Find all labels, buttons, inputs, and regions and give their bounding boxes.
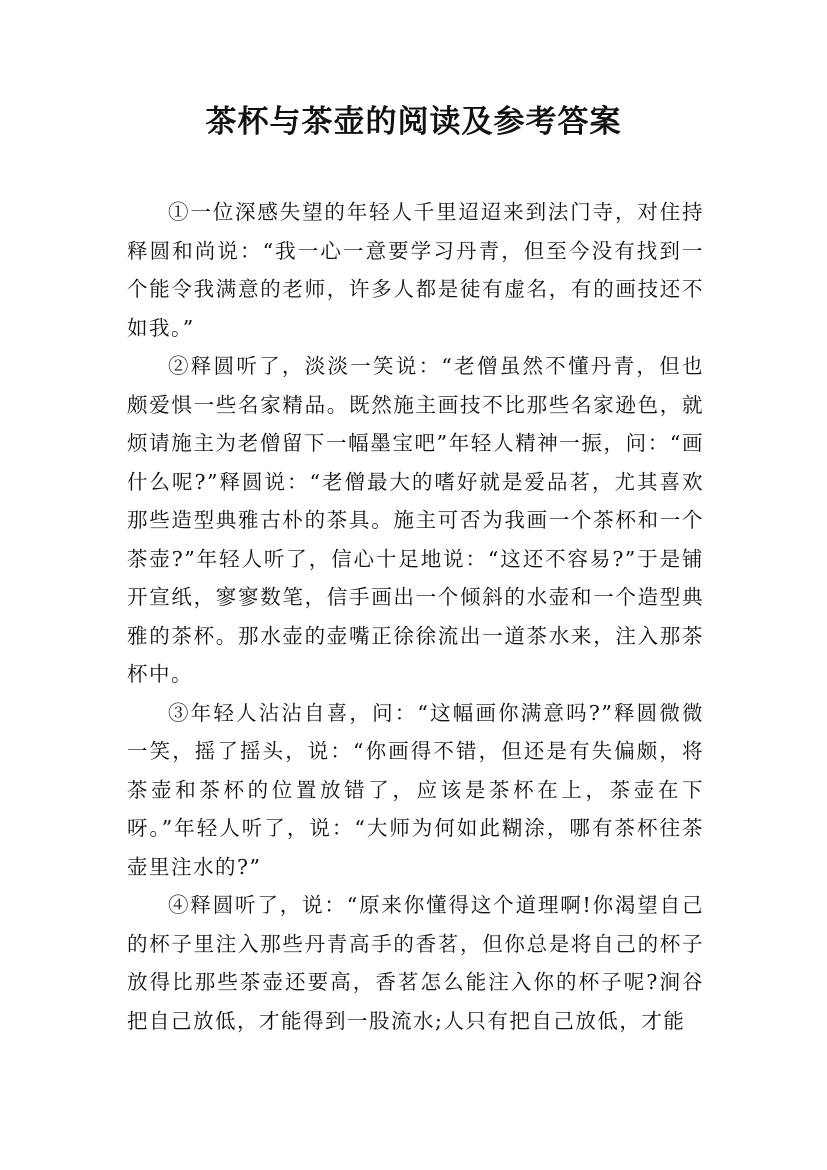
document-title: 茶杯与茶壶的阅读及参考答案 — [205, 104, 622, 140]
paragraph-1: ①一位深感失望的年轻人千里迢迢来到法门寺，对住持释圆和尚说：“我一心一意要学习丹青，但至今没有找到一个能令我满意的老师，许多人都是徒有虚名，有的画技还不如我。” — [127, 200, 704, 340]
paragraph-4: ④释圆听了，说：“原来你懂得这个道理啊!你渴望自己的杯子里注入那些丹青高手的香茗，但你总是将自己的杯子放得比那些茶壶还要高，香茗怎么能注入你的杯子呢?涧谷把自己放低，才能得到一股流水;人只有把自己放低，才能 — [127, 893, 704, 1033]
paragraph-2: ②释圆听了，淡淡一笑说：“老僧虽然不懂丹青，但也颇爱惧一些名家精品。既然施主画技不比那些名家逊色，就烦请施主为老僧留下一幅墨宝吧”年轻人精神一振，问：“画什么呢?”释圆说：“老僧最大的嗜好就是爱品茗，尤其喜欢那些造型典雅古朴的茶具。施主可否为我画一个茶杯和一个茶壶?”年轻人听了，信心十足地说：“这还不容易?”于是铺开宣纸，寥寥数笔，信手画出一个倾斜的水壶和一个造型典雅的茶杯。那水壶的壶嘴正徐徐流出一道茶水来，注入那茶杯中。 — [127, 354, 704, 686]
document-body — [127, 193, 704, 1123]
paragraph-3: ③年轻人沾沾自喜，问：“这幅画你满意吗?”释圆微微一笑，摇了摇头，说：“你画得不错，但还是有失偏颇，将茶壶和茶杯的位置放错了，应该是茶杯在上，茶壶在下呀。”年轻人听了，说：“大师为何如此糊涂，哪有茶杯往茶壶里注水的?” — [127, 700, 704, 879]
